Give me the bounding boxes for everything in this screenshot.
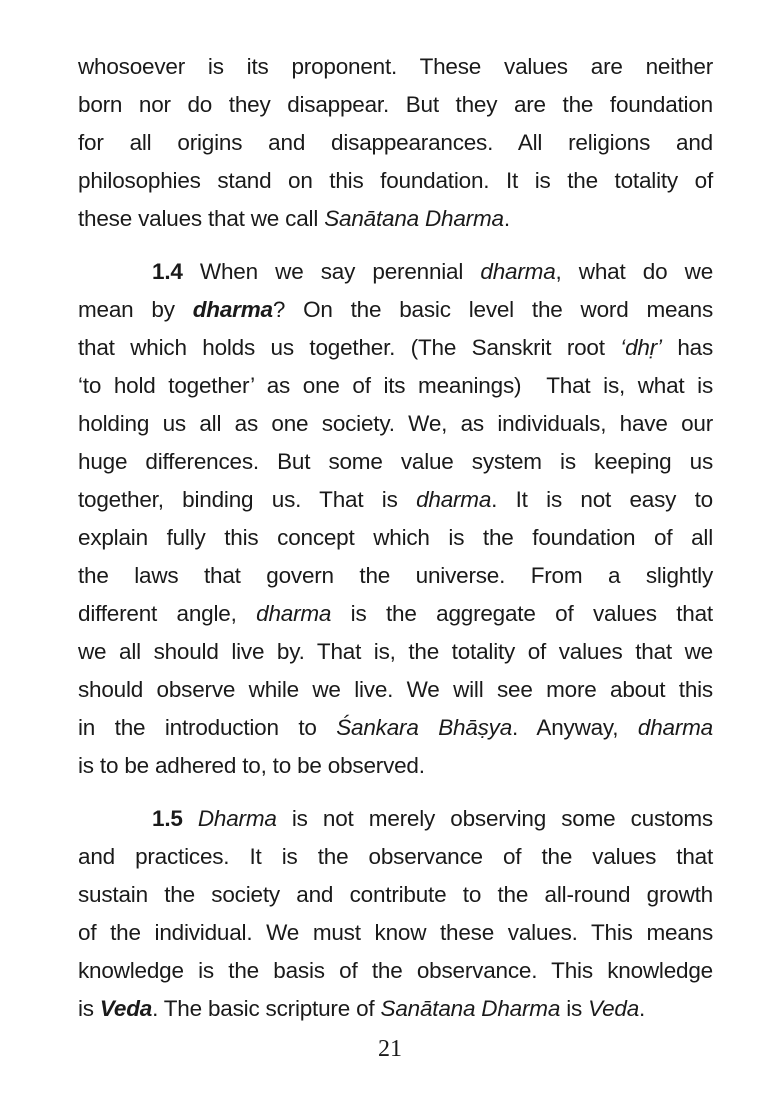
text-run: born nor do they disappear. But they are the foundation — [78, 92, 713, 117]
emphasis-text: Sanātana Dharma — [324, 206, 504, 231]
text-line — [78, 595, 713, 633]
paragraph-p-1-4 — [78, 253, 713, 785]
text-run: sustain the society and contribute to the all-round growth — [78, 882, 713, 907]
text-line — [78, 747, 713, 785]
emphasis-text: dharma — [480, 259, 556, 284]
text-line — [78, 952, 713, 990]
text-run: . The basic scripture of — [152, 996, 381, 1021]
text-line — [78, 914, 713, 952]
text-run: When we say perennial — [182, 259, 481, 284]
page-number: 21 — [378, 1036, 402, 1062]
text-run: is — [560, 996, 589, 1021]
text-line — [78, 800, 713, 838]
text-line — [78, 86, 713, 124]
text-line — [78, 557, 713, 595]
text-line — [78, 162, 713, 200]
text-run: these values that we call — [78, 206, 325, 231]
emphasis-text: Veda — [588, 996, 640, 1021]
emphasis-text: Śankara Bhāṣya — [336, 715, 513, 740]
text-line — [78, 367, 713, 405]
text-run: knowledge is the basis of the observance. This knowledge — [78, 958, 713, 983]
text-line — [78, 329, 713, 367]
text-line — [78, 253, 713, 291]
text-run: . — [639, 996, 646, 1021]
text-run: explain fully this concept which is the foundation of all — [78, 525, 713, 550]
text-run: in the introduction to — [78, 715, 337, 740]
text-line — [78, 48, 713, 86]
text-line — [78, 876, 713, 914]
page-body — [78, 48, 713, 1028]
text-line — [78, 709, 713, 747]
emphasis-text: dharma — [256, 601, 332, 626]
text-run: huge differences. But some value system is keeping us — [78, 449, 713, 474]
text-line — [78, 519, 713, 557]
emphasis-text: dharma — [192, 297, 273, 322]
emphasis-text: dharma — [637, 715, 713, 740]
emphasis-text: 1.4 — [152, 259, 183, 284]
text-line — [78, 405, 713, 443]
text-run: is to be adhered to, to be observed. — [78, 753, 425, 778]
text-run: is the aggregate of values that — [331, 601, 713, 626]
text-line — [78, 200, 713, 238]
emphasis-text: Dharma — [197, 806, 277, 831]
text-run: the laws that govern the universe. From a slightly — [78, 563, 713, 588]
text-run: has — [661, 335, 714, 360]
text-run: . Anyway, — [512, 715, 638, 740]
emphasis-text: ‘dhṛ’ — [620, 335, 662, 360]
text-run: different angle, — [78, 601, 257, 626]
emphasis-text: 1.5 — [152, 806, 183, 831]
text-run: . It is not easy to — [491, 487, 713, 512]
emphasis-text: Sanātana Dharma — [380, 996, 561, 1021]
text-run: mean by — [78, 297, 193, 322]
text-run: of the individual. We must know these values. This means — [78, 920, 713, 945]
text-run: that which holds us together. (The Sanskrit root — [78, 335, 621, 360]
text-line — [78, 633, 713, 671]
text-run: is — [78, 996, 100, 1021]
emphasis-text: Veda — [99, 996, 153, 1021]
text-run — [183, 806, 198, 831]
text-line — [78, 481, 713, 519]
text-line — [78, 671, 713, 709]
text-run: and practices. It is the observance of the values that — [78, 844, 713, 869]
text-line — [78, 838, 713, 876]
text-run: should observe while we live. We will see more about this — [78, 677, 713, 702]
paragraph-p-cont — [78, 48, 713, 238]
text-run: for all origins and disappearances. All religions and — [78, 130, 713, 155]
text-run: holding us all as one society. We, as individuals, have our — [78, 411, 713, 436]
text-line — [78, 291, 713, 329]
paragraph-p-1-5 — [78, 800, 713, 1028]
text-run: ‘to hold together’ as one of its meanings) That is, what is — [78, 373, 713, 398]
text-run: is not merely observing some customs — [276, 806, 713, 831]
text-line — [78, 443, 713, 481]
text-run: whosoever is its proponent. These values are neither — [78, 54, 713, 79]
text-line — [78, 990, 713, 1028]
text-run: , what do we — [555, 259, 714, 284]
text-line — [78, 124, 713, 162]
text-run: we all should live by. That is, the totality of values that we — [78, 639, 713, 664]
text-run: . — [503, 206, 510, 231]
emphasis-text: dharma — [416, 487, 492, 512]
text-run: philosophies stand on this foundation. It is the totality of — [78, 168, 713, 193]
text-run: ? On the basic level the word means — [272, 297, 713, 322]
text-run: together, binding us. That is — [78, 487, 417, 512]
